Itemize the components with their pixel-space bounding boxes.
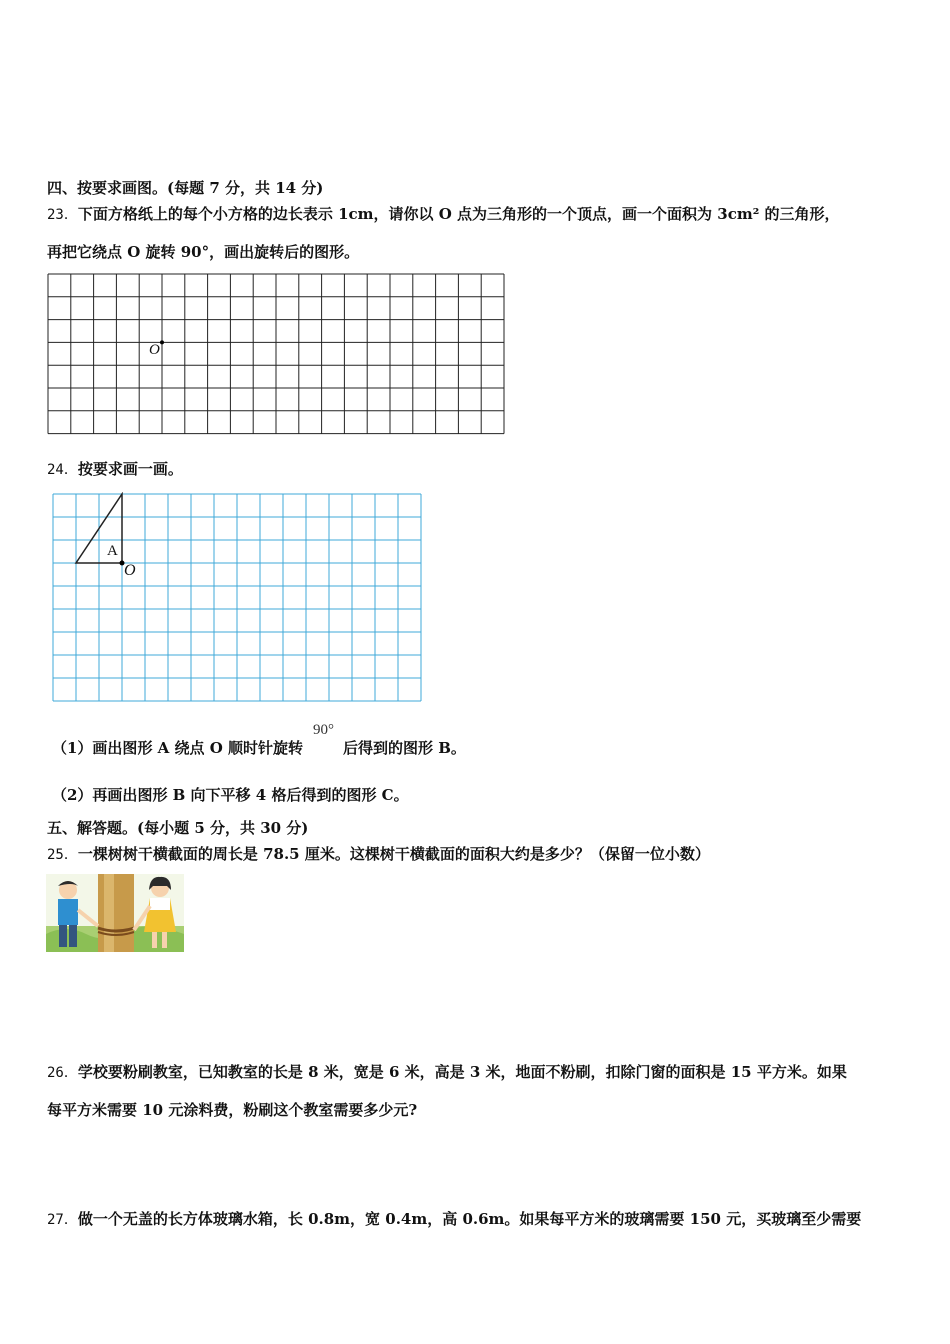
q24-text: 按要求画一画。: [77, 460, 183, 478]
q24-sub1-b: 后得到的图形 B。: [343, 739, 466, 757]
q27-text1: 做一个无盖的长方体玻璃水箱，长 0.8m，宽 0.4m，高 0.6m。如果每平方米的玻璃需要 150 元，买玻璃至少需要: [77, 1210, 862, 1228]
q26-number: 26．: [47, 1065, 78, 1081]
q23-line1: [47, 203, 840, 224]
q27-number: 27．: [47, 1212, 78, 1228]
q26-text1: 学校要粉刷教室，已知教室的长是 8 米，宽是 6 米，高是 3 米，地面不粉刷，扣除门窗的面积是 15 平方米。如果: [77, 1063, 847, 1081]
q23-grid: [46, 272, 506, 436]
q24-point-label: O: [124, 562, 136, 579]
q23-number: 23．: [47, 207, 78, 223]
section-4-heading: 四、按要求画图。(每题 7 分，共 14 分): [47, 179, 324, 197]
q23-point-label: O: [149, 342, 160, 358]
tree-measuring-illustration: [46, 874, 184, 952]
q23-point-o: [160, 340, 164, 344]
section-5-heading: 五、解答题。(每小题 5 分，共 30 分): [47, 819, 309, 837]
q25-text: 一棵树树干横截面的周长是 78.5 厘米。这棵树干横截面的面积大约是多少？（保留一位小数）: [77, 845, 710, 863]
q24-degree: 90°: [313, 722, 334, 738]
q27-line1: [47, 1208, 861, 1229]
q23-line2: 再把它绕点 O 旋转 90°，画出旋转后的图形。: [47, 243, 360, 261]
q24-grid: [51, 492, 431, 704]
q24-line: [47, 458, 183, 479]
q24-sub2: （2）再画出图形 B 向下平移 4 格后得到的图形 C。: [52, 786, 409, 804]
q23-text1: 下面方格纸上的每个小方格的边长表示 1cm，请你以 O 点为三角形的一个顶点，画一个面积为 3cm² 的三角形，: [77, 205, 840, 223]
q26-line1: [47, 1061, 847, 1082]
q24-shape-label: A: [107, 543, 118, 559]
q24-sub1-a: （1）画出图形 A 绕点 O 顺时针旋转: [52, 739, 304, 757]
q25-number: 25．: [47, 847, 78, 863]
q26-line2: 每平方米需要 10 元涂料费，粉刷这个教室需要多少元?: [47, 1101, 418, 1119]
q25-line: [47, 843, 710, 864]
q24-number: 24．: [47, 462, 78, 478]
